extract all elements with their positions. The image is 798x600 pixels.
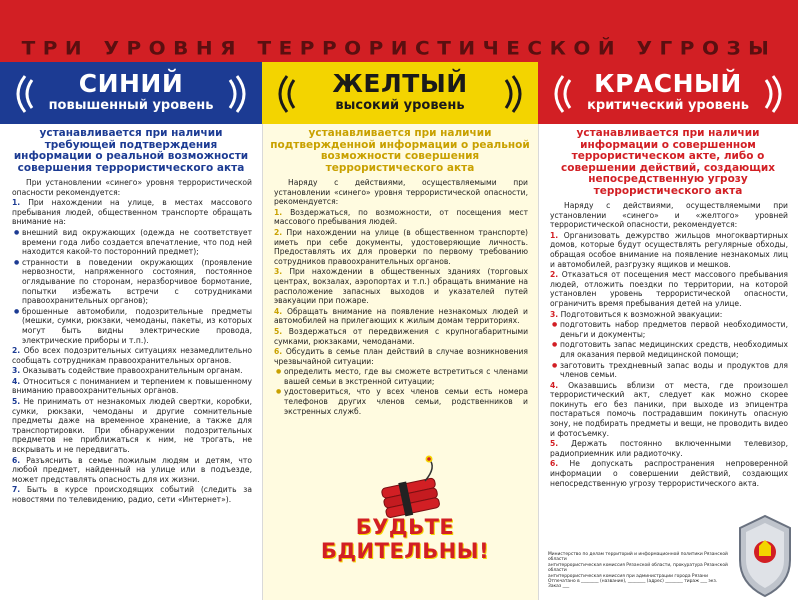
column-blue <box>0 124 262 600</box>
numbered-item <box>550 310 788 320</box>
top-banner <box>0 0 798 62</box>
bullet-item <box>550 340 788 359</box>
level-subtitle: повышенный уровень <box>48 98 214 113</box>
item-text: определить место, где вы сможете встретиться с членами вашей семьи в экстренной ситуации; <box>284 367 528 386</box>
numbered-item <box>12 346 252 365</box>
item-number: 4. <box>274 306 283 316</box>
recommendation-list <box>274 208 528 416</box>
numbered-item <box>274 307 528 326</box>
item-text: Быть в курсе происходящих событий (следить за новостями по телевидению, радио, сети «Интернет»). <box>12 485 253 504</box>
item-text: Отказаться от посещения мест массового пребывания людей, отложить поездки по территории, на которой установлен уровень террористической опасности, ограничить время пребывания детей на улице. <box>550 270 788 308</box>
publisher-info <box>548 552 728 590</box>
poster-title: ТРИ УРОВНЯ ТЕРРОРИСТИЧЕСКОЙ УГРОЗЫ <box>21 36 777 60</box>
item-number: 5. <box>274 326 283 336</box>
item-text: Не принимать от незнакомых людей свертки, коробки, сумки, рюкзаки, чемоданы и другие сомнительные предметы даже на временное хранение, а также для транспортировки. При обнаружении подозрительных предметов не приближаться к ним, не трогать, не вскрывать и не передвигать. <box>12 397 252 455</box>
slogan: БУДЬТЕ БДИТЕЛЬНЫ! <box>320 515 490 563</box>
item-text: Разъяснить в семье пожилым людям и детям, что любой предмет, найденный на улице или в подъезде, может представлять опасность для их жизни. <box>12 455 252 484</box>
item-text: брошенные автомобили, подозрительные предметы (мешки, сумки, рюкзаки, чемоданы, пакеты, из которых могут быть видны электрические провода, электрические приборы и т.п.). <box>22 306 252 345</box>
item-text: Обсудить в семье план действий в случае возникновения чрезвычайной ситуации: <box>274 347 528 366</box>
item-text: внешний вид окружающих (одежда не соответствует времени года либо создается впечатление, что под ней находится какой-то посторонний предмет); <box>22 227 252 257</box>
item-number: 1. <box>12 198 21 208</box>
item-text: удостовериться, что у всех членов семьи есть номера телефонов других членов семьи, родственников и экстренных служб. <box>284 387 528 416</box>
footer-line: Министерство по делам территорий и информационной политики Рязанской области <box>548 552 728 563</box>
level-subtitle: высокий уровень <box>335 98 465 113</box>
signal-waves-right-icon <box>758 74 788 114</box>
numbered-item <box>274 208 528 227</box>
item-text: заготовить трехдневный запас воды и продуктов для членов семьи. <box>560 360 788 380</box>
footer-line: антитеррористическая комиссия Рязанской области, прокуратура Рязанской области <box>548 562 728 574</box>
recommendation-list <box>12 198 252 504</box>
item-number: 1. <box>550 230 559 240</box>
item-text: Воздержаться от передвижения с крупногабаритными сумками, рюкзаками, чемоданами. <box>274 326 528 346</box>
item-number: 7. <box>12 485 21 495</box>
signal-waves-right-icon <box>498 74 528 114</box>
level-band-blue <box>0 62 262 124</box>
item-text: Оказывать содействие правоохранительным органам. <box>22 366 243 376</box>
bullet-item <box>550 320 788 339</box>
level-condition: устанавливается при наличии требующей подтверждения информации о реальной возможности совершения террористического акта <box>13 127 249 174</box>
level-band-red <box>538 62 798 124</box>
numbered-item <box>550 231 788 269</box>
recommendation-list <box>550 231 788 488</box>
level-name: СИНИЙ <box>78 69 184 98</box>
column-divider <box>538 124 539 600</box>
level-condition: устанавливается при наличии подтвержденной информации о реальной возможности совершения террористического акта <box>270 127 530 174</box>
item-text: Обо всех подозрительных ситуациях незамедлительно сообщать сотрудникам правоохранительных органов. <box>12 346 252 365</box>
recommendations-intro: При установлении «синего» уровня террористической опасности рекомендуется: <box>12 178 252 197</box>
bullet-item <box>274 367 528 386</box>
bullet-item <box>12 258 252 306</box>
item-number: 4. <box>12 376 21 386</box>
item-number: 4. <box>550 380 559 390</box>
item-number: 3. <box>274 267 283 277</box>
item-number: 3. <box>550 309 559 319</box>
coat-of-arms-shield-icon <box>732 498 798 600</box>
recommendations-intro: Наряду с действиями, осуществляемыми при установлении «синего» уровня террористической опасности, рекомендуется: <box>274 178 528 207</box>
numbered-item <box>274 228 528 266</box>
item-text: Подготовиться к возможной эвакуации: <box>560 309 723 319</box>
item-text: Обращать внимание на появление незнакомых людей и автомобилей на прилегающих к жилым домам территориях. <box>274 306 528 326</box>
bullet-item <box>12 307 252 345</box>
numbered-item <box>274 267 528 305</box>
numbered-item <box>12 366 252 376</box>
numbered-item <box>550 381 788 439</box>
level-band-yellow <box>262 62 538 124</box>
item-number: 2. <box>274 227 283 237</box>
item-text: Оказавшись вблизи от места, где произошел террористический акт, следует как можно скорее покинуть его без паники, при выходе из эпицентра постараться помочь пострадавшим покинуть опасную зону, не подбирать предметы и вещи, не проводить видео и фотосъемку. <box>550 380 788 438</box>
numbered-item <box>12 485 252 504</box>
footer-line: Отпечатано в ________ (название), ________ (адрес) ________ тираж ___ экз. Заказ ___ <box>548 579 718 590</box>
item-text: Относиться с пониманием и терпением к повышенному вниманию правоохранительных органов. <box>12 376 252 396</box>
numbered-item <box>12 198 252 227</box>
item-number: 2. <box>550 270 559 280</box>
numbered-item <box>550 439 788 458</box>
bullet-item <box>12 228 252 257</box>
item-text: Организовать дежурство жильцов многоквартирных домов, которые будут осуществлять регулярные обходы, обращая особое внимание на появление незнакомых лиц и автомобилей, разгрузку ящиков и мешков. <box>550 230 788 269</box>
item-number: 5. <box>12 397 21 407</box>
signal-waves-right-icon <box>222 74 252 114</box>
item-number: 2. <box>12 346 21 356</box>
item-text: странности в поведении окружающих (проявление нервозности, напряженного состояния, постоянное оглядывание по сторонам, неразборчивое бормотание, попытки избежать встречи с сотрудниками правоохранительных органов); <box>22 257 252 306</box>
numbered-item <box>550 459 788 488</box>
item-text: При нахождении в общественных зданиях (торговых центрах, вокзалах, аэропортах и т.п.) обращать внимание на расположение запасных выходов и указателей путей эвакуации при пожаре. <box>274 267 528 306</box>
level-name: ЖЕЛТЫЙ <box>332 69 468 98</box>
item-text: При нахождении на улице (в общественном транспорте) иметь при себе документы, удостоверяющие личность. Предоставлять их для проверки по первому требованию сотрудников правоохранительных органов. <box>274 227 529 266</box>
numbered-item <box>274 327 528 346</box>
item-text: Не допускать распространения непроверенной информации о совершении действий, создающих непосредственную угрозу террористического акта. <box>550 459 788 488</box>
recommendations <box>538 201 798 488</box>
item-text: Воздержаться, по возможности, от посещения мест массового пребывания людей. <box>274 207 528 227</box>
bullet-item <box>274 387 528 416</box>
item-number: 6. <box>550 459 559 469</box>
numbered-item <box>12 456 252 485</box>
recommendations <box>0 178 262 505</box>
bullet-item <box>550 361 788 380</box>
footer-line: антитеррористическая комиссия при администрации города Рязани <box>548 573 708 579</box>
item-number: 5. <box>550 439 559 449</box>
level-condition: устанавливается при наличии информации о совершенном террористическом акте, либо о совершении действий, создающих непосредственную угрозу террористического акта <box>561 127 775 197</box>
item-text: подготовить набор предметов первой необходимости, деньги и документы; <box>560 320 788 339</box>
item-number: 6. <box>274 347 283 357</box>
numbered-item <box>12 397 252 455</box>
column-divider <box>262 124 263 600</box>
item-number: 3. <box>12 366 21 376</box>
item-number: 1. <box>274 207 283 217</box>
recommendations-intro: Наряду с действиями, осуществляемыми при установлении «синего» и «желтого» уровней террористической опасности, рекомендуется: <box>550 201 788 230</box>
item-text: При нахождении на улице, в местах массового пребывания людей, общественном транспорте обращать внимание на: <box>12 198 252 227</box>
numbered-item <box>12 377 252 396</box>
level-subtitle: критический уровень <box>587 98 749 113</box>
item-number: 6. <box>12 455 21 465</box>
dynamite-bomb-icon <box>355 455 465 519</box>
numbered-item <box>274 347 528 366</box>
item-text: подготовить запас медицинских средств, необходимых для оказания первой медицинской помощи; <box>560 340 788 359</box>
level-name: КРАСНЫЙ <box>594 69 742 98</box>
numbered-item <box>550 270 788 308</box>
item-text: Держать постоянно включенными телевизор, радиоприемник или радиоточку. <box>550 439 788 458</box>
recommendations <box>262 178 538 416</box>
